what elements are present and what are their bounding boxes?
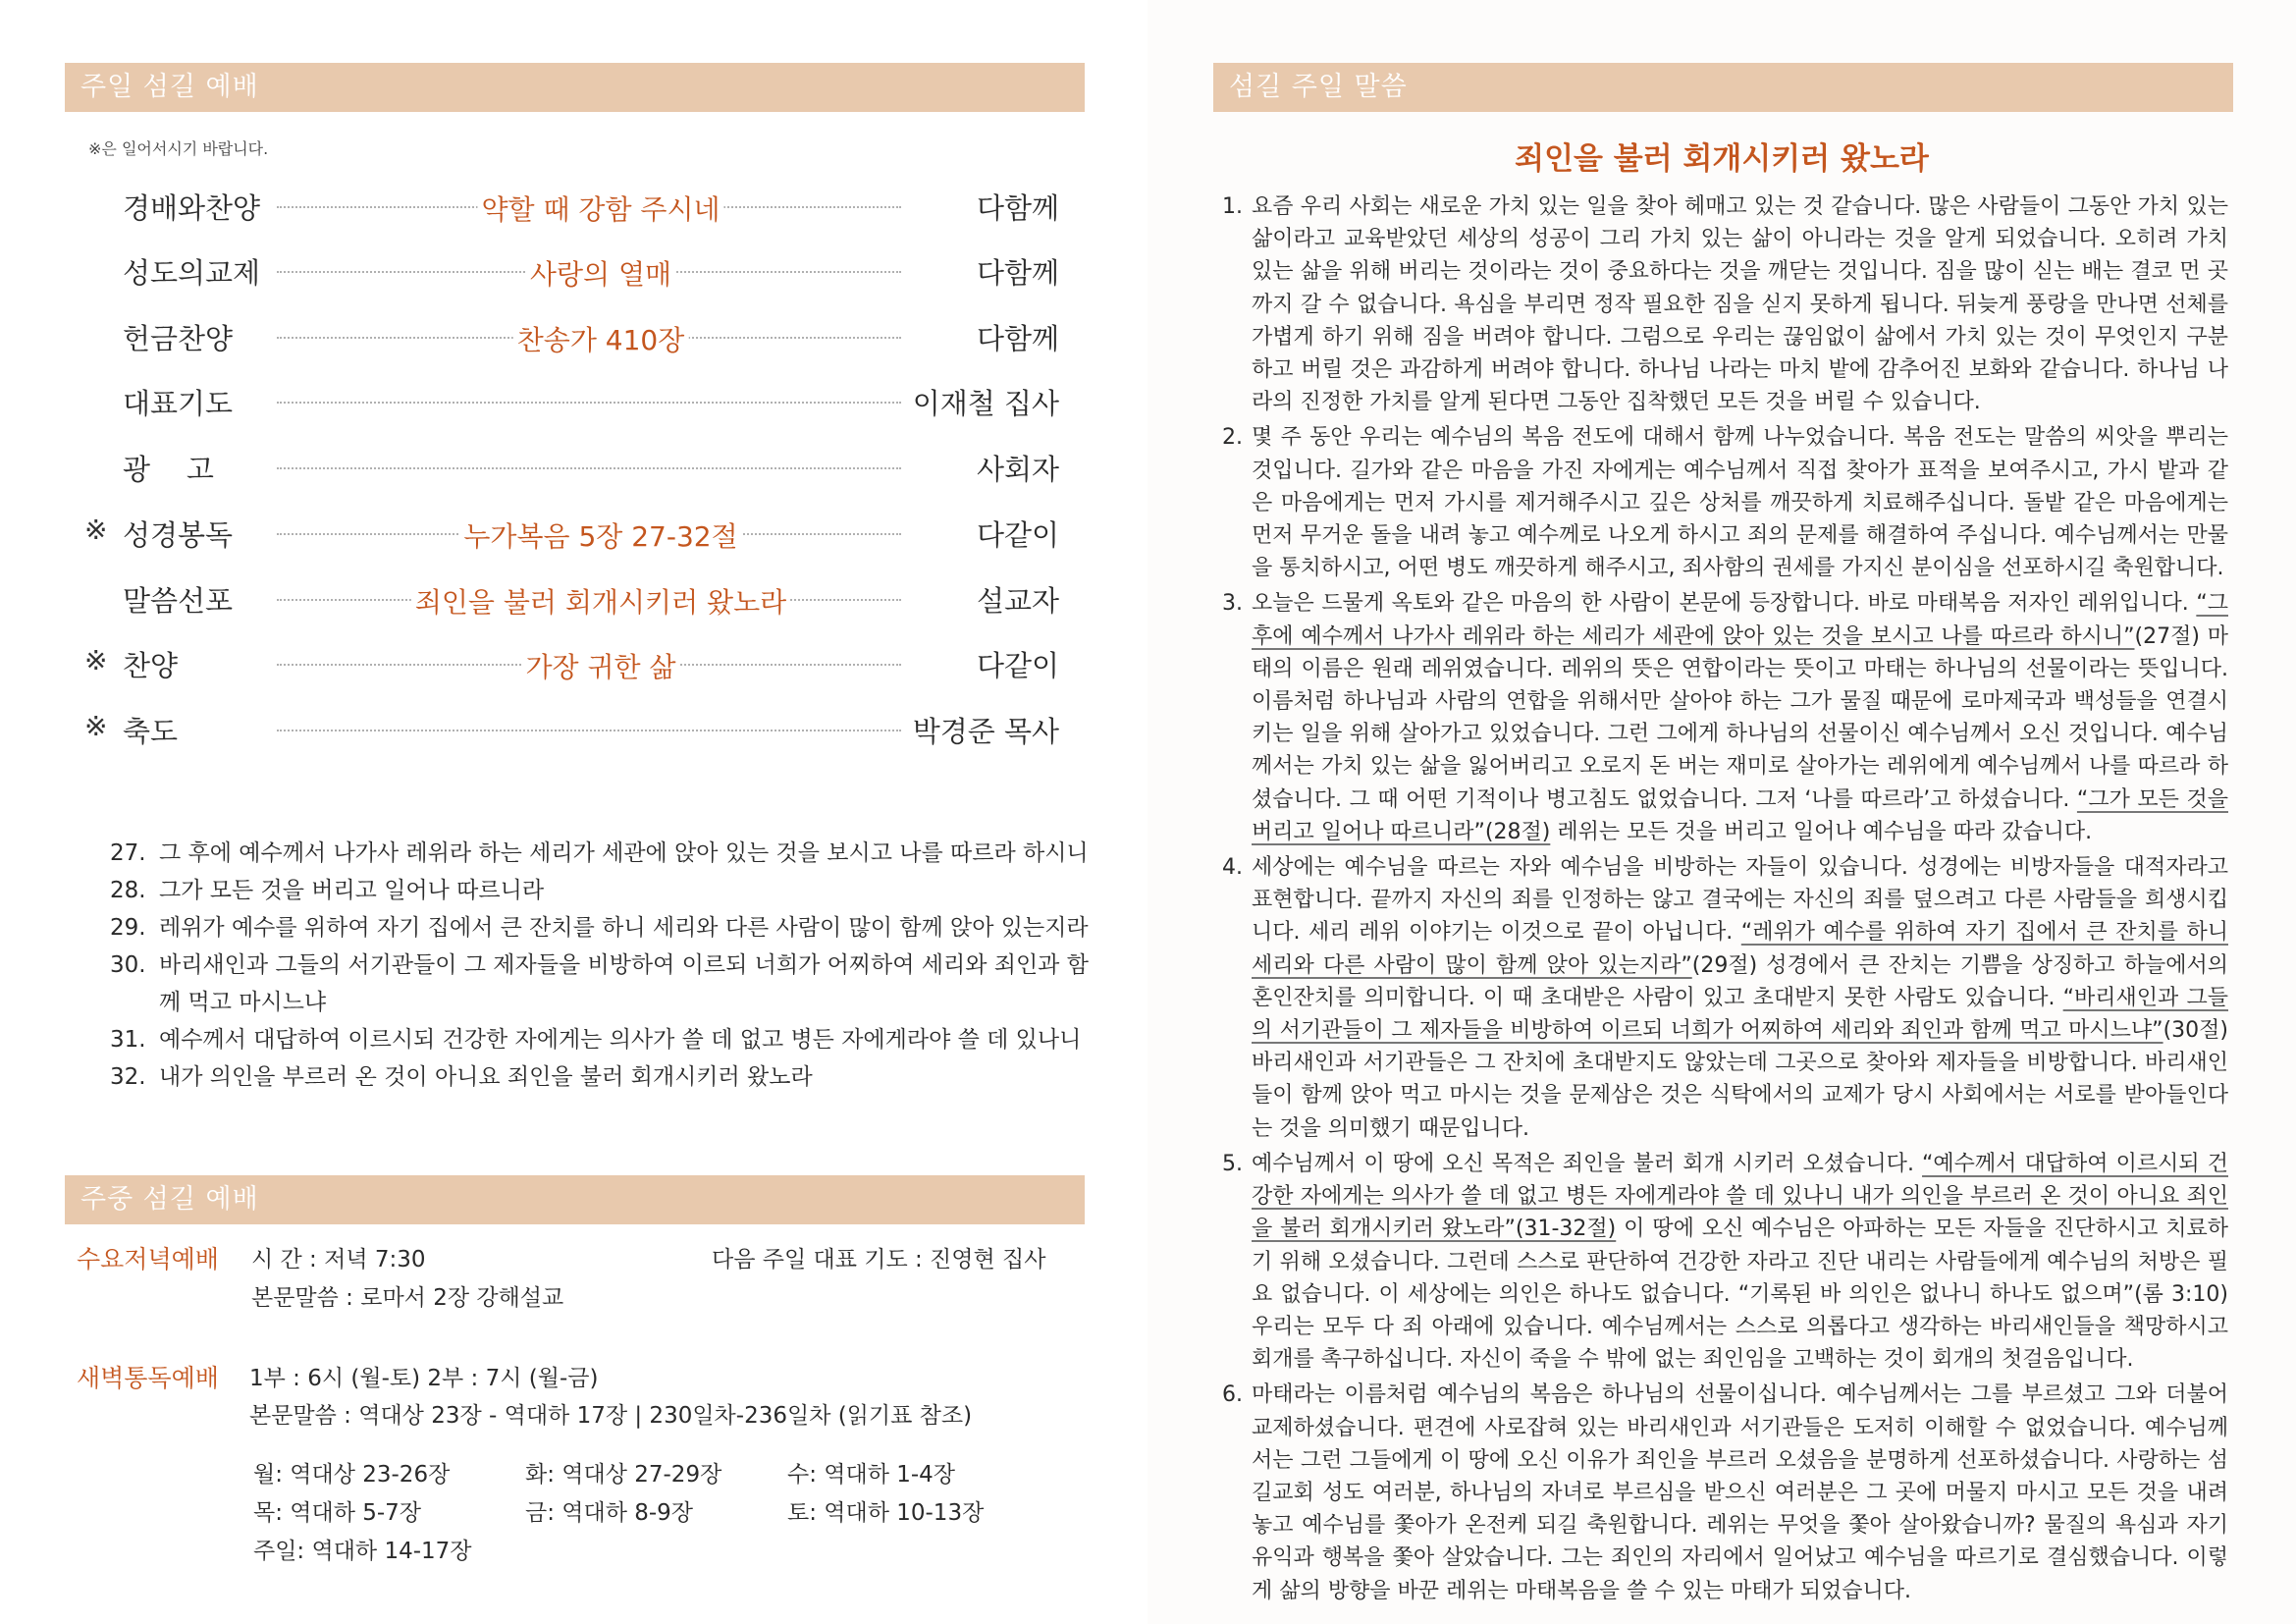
paragraph-number: 3. (1222, 591, 1243, 617)
verse (110, 872, 1092, 909)
sermon-paragraph (1222, 587, 2228, 848)
paragraph-text: 이 땅에 오신 예수님은 아파하는 모든 자들을 진단하시고 치료하기 위해 오셨습니다. 그런데 스스로 판단하여 건강한 자라고 진단 내리는 사람들에게 예수님의 처방은 필요 없습니다. 이 세상에는 의인은 하나도 없습니다. “기록된 바 의인은 없나니 하나도 없으며”(롬 3:10) 우리는 모두 다 죄 아래에 있습니다. 예수님께서는 스스로 의롭다고 생각하는 바리새인들을 책망하시고 회개를 촉구하십니다. 자신이 죽을 수 밖에 없는 죄인임을 고백하는 것이 회개의 첫걸음입니다. (1252, 1217, 2228, 1373)
order-row (0, 244, 1148, 293)
paragraph-text: 세상에는 예수님을 따르는 자와 예수님을 비방하는 자들이 있습니다. 성경에는 비방자들을 대적자라고 표현합니다. 끝까지 자신의 죄를 인정하는 않고 결국에는 자신의 죄를 덮으려고 다른 사람들을 희생시킵니다. 세리 레위 이야기는 이것으로 끝이 아닙니다. (1252, 855, 2228, 946)
scripture-quote: “그 후에 예수께서 나가사 레위라 하는 세리가 세관에 앉아 있는 것을 보시고 나를 따르라 하시니” (1252, 591, 2228, 649)
wednesday-service-label: 수요저녁예배 (77, 1245, 219, 1273)
scripture-quote: “그가 모든 것을 버리고 일어나 따르니라”(28절) (1252, 786, 2228, 844)
verse (110, 1058, 1092, 1096)
order-row (0, 309, 1148, 358)
paragraph-text: (29절) 성경에서 큰 잔치는 기쁨을 상징하고 하늘에서의 혼인잔치를 의미합니다. 이 때 초대받은 사람이 있고 초대받지 못한 사람도 있습니다. (1252, 952, 2228, 1010)
paragraph-text: 레위는 모든 것을 버리고 일어나 예수님을 따라 갔습니다. (1550, 819, 2093, 844)
standing-mark: ※ (84, 514, 108, 546)
paragraph-text: 오늘은 드물게 옥토와 같은 마음의 한 사람이 본문에 등장합니다. 바로 마태복음 저자인 레위입니다. (1252, 591, 2197, 617)
paragraph-text: (27절) 마태의 이름은 원래 레위였습니다. 레위의 뜻은 연합이라는 뜻이고 마태는 하나님의 선물이라는 뜻입니다. 이름처럼 하나님과 사람의 연합을 위해서만 살아야 하는 그가 물질 때문에 로마제국과 백성들을 연결시키는 일을 위해 살아가고 있었습니다. 그런 그에게 하나님의 선물이신 예수님께서 오신 것입니다. 예수님께서는 가치 있는 삶을 잃어버리고 오로지 돈 버는 재미로 살아가는 레위에게 예수님께서 나를 따르라 하셨습니다. 그 때 어떤 기적이나 병고침도 없었습니다. 그저 ‘나를 따르라’고 하셨습니다. (1252, 623, 2228, 812)
scripture-quote: “예수께서 대답하여 이르시되 건강한 자에게는 의사가 쓸 데 없고 병든 자에게라야 쓸 데 있나니 내가 의인을 부르러 온 것이 아니요 죄인을 불러 회개시키러 왔노라”(31-32절) (1252, 1151, 2228, 1242)
order-item: 대표기도 (123, 387, 234, 420)
weekday-service-header: 주중 섬길 예배 (65, 1175, 1085, 1224)
dotted-leader (277, 467, 901, 469)
sermon-paragraph (1222, 1379, 2228, 1606)
verse-text: 내가 의인을 부르러 온 것이 아니요 죄인을 불러 회개시키러 왔노라 (159, 1064, 813, 1090)
paragraph-number: 1. (1222, 194, 1243, 219)
wednesday-text: 본문말씀 : 로마서 2장 강해설교 (251, 1285, 564, 1311)
dawn-time: 1부 : 6시 (월-토) 2부 : 7시 (월-금) (249, 1366, 599, 1391)
order-row (0, 636, 1148, 685)
sermon-header: 섬길 주일 말씀 (1213, 63, 2233, 112)
verse-text: 예수께서 대답하여 이르시되 건강한 자에게는 의사가 쓸 데 없고 병든 자에게라야 쓸 데 있나니 (159, 1027, 1082, 1053)
order-detail: 누가복음 5장 27-32절 (459, 515, 741, 555)
order-item: 찬양 (123, 649, 179, 682)
paragraph-text: 예수님께서 이 땅에 오신 목적은 죄인을 불러 회개 시키러 오셨습니다. (1252, 1151, 1923, 1176)
schedule-item: 화: 역대상 27-29장 (525, 1462, 722, 1488)
order-row (0, 571, 1148, 621)
schedule-item: 목: 역대하 5-7장 (253, 1500, 422, 1526)
standing-note: ※은 일어서시기 바랍니다. (88, 139, 269, 158)
order-item: 성경봉독 (123, 518, 234, 552)
sunday-service-header: 주일 섬길 예배 (65, 63, 1085, 112)
order-item: 말씀선포 (123, 584, 234, 618)
paragraph-text: 마태라는 이름처럼 예수님의 복음은 하나님의 선물이십니다. 예수님께서는 그를 부르셨고 그와 더불어 교제하셨습니다. 편견에 사로잡혀 있는 바리새인과 서기관들은 도저히 이해할 수 없었습니다. 예수님께서는 그런 그들에게 이 땅에 오신 이유가 죄인을 부르러 오셨음을 분명하게 선포하셨습니다. 사랑하는 섬길교회 성도 여러분, 하나님의 자녀로 부르심을 받으신 여러분은 그 곳에 머물지 마시고 모든 것을 내려놓고 예수님를 쫓아가 온전케 되길 축원합니다. 레위는 무엇을 쫓아 살아왔습니까? 물질의 욕심과 자기 유익과 행복을 쫓아 살았습니다. 그는 죄인의 자리에서 일어났고 예수님을 따르기로 결심했습니다. 이렇게 삶의 방향을 바꾼 레위는 마태복음을 쓸 수 있는 마태가 되었습니다. (1252, 1382, 2228, 1603)
schedule-item: 토: 역대하 10-13장 (787, 1500, 985, 1526)
order-detail: 죄인을 불러 회개시키러 왔노라 (411, 581, 790, 621)
verse (110, 835, 1092, 872)
order-leader: 다함께 (971, 187, 1059, 227)
dotted-leader (277, 402, 901, 404)
order-detail: 가장 귀한 삶 (521, 646, 679, 685)
scripture-quote: “바리새인과 그들의 서기관들이 그 제자들을 비방하여 이르되 너희가 어찌하여 세리와 죄인과 함께 먹고 마시느냐” (1252, 985, 2229, 1044)
order-item: 축도 (123, 715, 179, 748)
sermon-paragraph (1222, 421, 2228, 584)
order-item: 광 고 (123, 453, 214, 486)
order-leader: 사회자 (971, 448, 1059, 488)
order-detail: 사랑의 열매 (526, 253, 675, 293)
scripture-quote: “레위가 예수를 위하여 자기 집에서 큰 잔치를 하니 세리와 다른 사람이 많이 함께 앉아 있는지라” (1252, 920, 2228, 978)
order-leader: 이재철 집사 (907, 382, 1059, 422)
scripture-verses (110, 835, 1092, 1096)
sermon-body (1222, 190, 2228, 1610)
schedule-item: 수: 역대하 1-4장 (787, 1462, 956, 1488)
verse (110, 947, 1092, 1021)
verse-text: 레위가 예수를 위하여 자기 집에서 큰 잔치를 하니 세리와 다른 사람이 많이 함께 앉아 있는지라 (159, 915, 1089, 941)
paragraph-text: (30절) 바리새인과 서기관들은 그 잔치에 초대받지도 않았는데 그곳으로 찾아와 제자들을 비방합니다. 바리새인들이 함께 앉아 먹고 마시는 것을 문제삼은 것은 식탁에서의 교제가 당시 사회에서는 서로를 받아들인다는 것을 의미했기 때문입니다. (1252, 1018, 2228, 1141)
dotted-leader (277, 730, 901, 731)
verse-text: 바리새인과 그들의 서기관들이 그 제자들을 비방하여 이르되 너희가 어찌하여 세리와 죄인과 함께 먹고 마시느냐 (159, 952, 1089, 1015)
order-leader: 박경준 목사 (907, 710, 1059, 750)
verse-number: 31. (110, 1027, 146, 1053)
verse (110, 909, 1092, 947)
dawn-service-label: 새벽통독예배 (77, 1364, 219, 1392)
order-detail: 찬송가 410장 (513, 319, 689, 358)
paragraph-text: 요즘 우리 사회는 새로운 가치 있는 일을 찾아 헤매고 있는 것 같습니다. 많은 사람들이 그동안 가치 있는 삶이라고 교육받았던 세상의 성공이 그리 가치 있는 삶이 아니라는 것을 알게 되었습니다. 오히려 가치 있는 삶을 위해 버리는 것이라는 것이 중요하다는 것을 깨닫는 것입니다. 짐을 많이 싣는 배는 결코 먼 곳까지 갈 수 없습니다. 욕심을 부리면 정작 필요한 짐을 싣지 못하게 됩니다. 뒤늦게 풍랑을 만나면 선체를 가볍게 하기 위해 짐을 버려야 합니다. 그럼으로 우리는 끊임없이 삶에서 가치 있는 것이 무엇인지 구분하고 버릴 것은 과감하게 버려야 합니다. 하나님 나라는 마치 밭에 감추어진 보화와 같습니다. 하나님 나라의 진정한 가치를 알게 된다면 그동안 집착했던 모든 것을 버릴 수 있습니다. (1252, 194, 2228, 415)
verse-text: 그 후에 예수께서 나가사 레위라 하는 세리가 세관에 앉아 있는 것을 보시고 나를 따르라 하시니 (159, 840, 1089, 866)
order-leader: 다같이 (971, 644, 1059, 684)
verse-number: 29. (110, 915, 146, 941)
wednesday-time: 시 간 : 저녁 7:30 (251, 1247, 426, 1272)
dawn-text: 본문말씀 : 역대상 23장 - 역대하 17장 | 230일차-236일차 (읽기표 참조) (249, 1403, 973, 1429)
order-row (0, 506, 1148, 555)
schedule-item: 주일: 역대하 14-17장 (253, 1539, 472, 1564)
order-item: 경배와찬양 (123, 191, 261, 225)
schedule-item: 금: 역대하 8-9장 (525, 1500, 694, 1526)
order-item: 성도의교제 (123, 256, 261, 290)
paragraph-number: 6. (1222, 1382, 1243, 1408)
order-leader: 다함께 (971, 251, 1059, 292)
order-row (0, 440, 1148, 489)
paragraph-text: 몇 주 동안 우리는 예수님의 복음 전도에 대해서 함께 나누었습니다. 복음 전도는 말씀의 씨앗을 뿌리는 것입니다. 길가와 같은 마음을 가진 자에게는 예수님께서 직접 찾아가 표적을 보여주시고, 가시 밭과 같은 마음에게는 먼저 가시를 제거해주시고 깊은 상처를 깨끗하게 치료해주십니다. 돌밭 같은 마음에게는 먼저 무거운 돌을 내려 놓고 예수께로 나오게 하시고 죄의 문제를 해결하여 주십니다. 예수님께서는 만물을 통치하시고, 어떤 병도 깨끗하게 해주시고, 죄사함의 권세를 가지신 분이심을 선포하시길 축원합니다. (1252, 425, 2228, 581)
standing-mark: ※ (84, 710, 108, 742)
next-prayer: 다음 주일 대표 기도 : 진영현 집사 (712, 1247, 1046, 1272)
sermon-paragraph (1222, 1148, 2228, 1376)
sermon-title: 죄인을 불러 회개시키러 왔노라 (1515, 141, 1929, 177)
order-row (0, 374, 1148, 423)
verse-text: 그가 모든 것을 버리고 일어나 따르니라 (159, 878, 545, 903)
order-detail: 약할 때 강함 주시네 (477, 189, 723, 228)
paragraph-number: 4. (1222, 855, 1243, 881)
order-item: 헌금찬양 (123, 322, 234, 355)
schedule-item: 월: 역대상 23-26장 (253, 1462, 451, 1488)
order-leader: 설교자 (971, 579, 1059, 620)
verse-number: 28. (110, 878, 146, 903)
sermon-paragraph (1222, 851, 2228, 1145)
verse-number: 30. (110, 952, 146, 978)
standing-mark: ※ (84, 644, 108, 677)
verse (110, 1021, 1092, 1058)
order-leader: 다함께 (971, 317, 1059, 357)
verse-number: 32. (110, 1064, 146, 1090)
order-row (0, 179, 1148, 228)
verse-number: 27. (110, 840, 146, 866)
order-leader: 다같이 (971, 514, 1059, 554)
sermon-paragraph (1222, 190, 2228, 418)
paragraph-number: 5. (1222, 1151, 1243, 1176)
order-row (0, 702, 1148, 751)
paragraph-number: 2. (1222, 425, 1243, 451)
